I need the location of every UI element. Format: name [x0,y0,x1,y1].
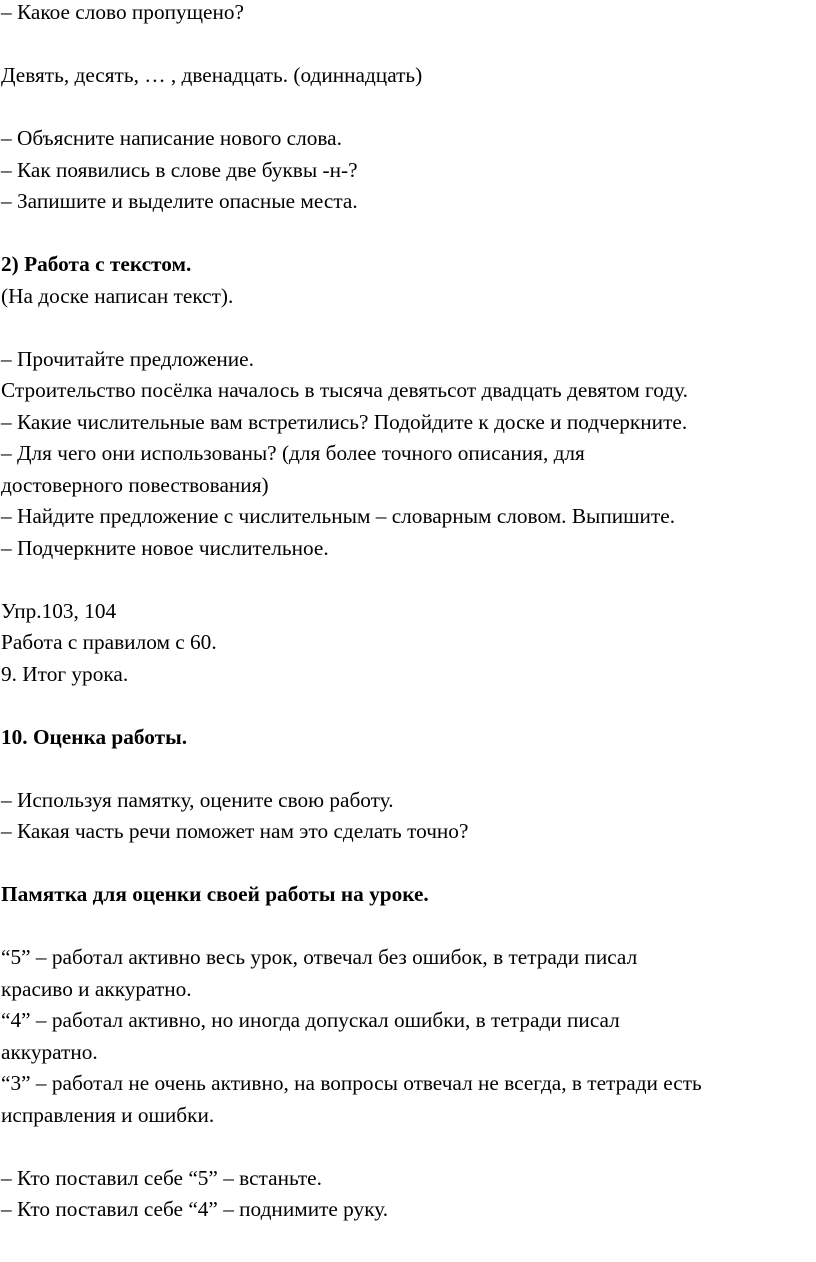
task-which-numerals: – Какие числительные вам встретились? Подойдите к доске и подчеркните. [1,409,688,434]
document-page [1,0,813,1226]
memo-heading: Памятка для оценки своей работы на уроке. [1,882,429,906]
rule-work: Работа с правилом с 60. [1,630,217,654]
blank-line [1,218,813,250]
example-sentence: Строительство посёлка началось в тысяча девятьсот двадцать девятом году. [1,378,688,402]
task-part-of-speech: – Какая часть речи поможет нам это сделать точно? [1,819,469,843]
task-write-highlight: – Запишите и выделите опасные места. [1,189,358,213]
grade-3-criteria: “3” – работал не очень активно, на вопросы отвечал не всегда, в тетради есть [1,1071,702,1095]
section-heading-text-work: 2) Работа с текстом. [1,252,192,276]
section-heading-assessment: 10. Оценка работы. [1,724,188,749]
blank-line [1,92,813,124]
board-note: (На доске написан текст). [1,283,234,308]
task-double-n: – Как появились в слове две буквы -н-? [1,157,358,182]
exercise-reference: Упр.103, 104 [1,598,117,623]
task-explain-spelling: – Объясните написание нового слова. [1,126,342,150]
task-find-sentence: – Найдите предложение с числительным – словарным словом. Выпишите. [1,504,676,528]
question-grade-5: – Кто поставил себе “5” – встаньте. [1,1165,322,1190]
task-self-assess: – Используя памятку, оцените свою работу. [1,787,394,812]
task-why-used-continued: достоверного повествования) [1,472,269,497]
number-sequence: Девять, десять, … , двенадцать. (одиннадцать) [1,63,423,87]
blank-line [1,29,813,61]
blank-line [1,848,813,880]
grade-5-criteria-continued: красиво и аккуратно. [1,976,192,1001]
blank-line [1,753,813,785]
grade-4-criteria-continued: аккуратно. [1,1039,98,1064]
blank-line [1,564,813,596]
lesson-summary: 9. Итог урока. [1,661,129,686]
task-read-sentence: – Прочитайте предложение. [1,346,254,371]
blank-line [1,312,813,344]
grade-3-criteria-continued: исправления и ошибки. [1,1102,215,1127]
question-grade-4: – Кто поставил себе “4” – поднимите руку. [1,1197,389,1221]
question-missing-word: – Какое слово пропущено? [1,0,245,24]
blank-line [1,690,813,722]
grade-5-criteria: “5” – работал активно весь урок, отвечал без ошибок, в тетради писал [1,945,638,969]
task-underline-numeral: – Подчеркните новое числительное. [1,535,329,560]
grade-4-criteria: “4” – работал активно, но иногда допускал ошибки, в тетради писал [1,1008,620,1032]
blank-line [1,1131,813,1163]
blank-line [1,911,813,943]
task-why-used: – Для чего они использованы? (для более точного описания, для [1,441,585,465]
